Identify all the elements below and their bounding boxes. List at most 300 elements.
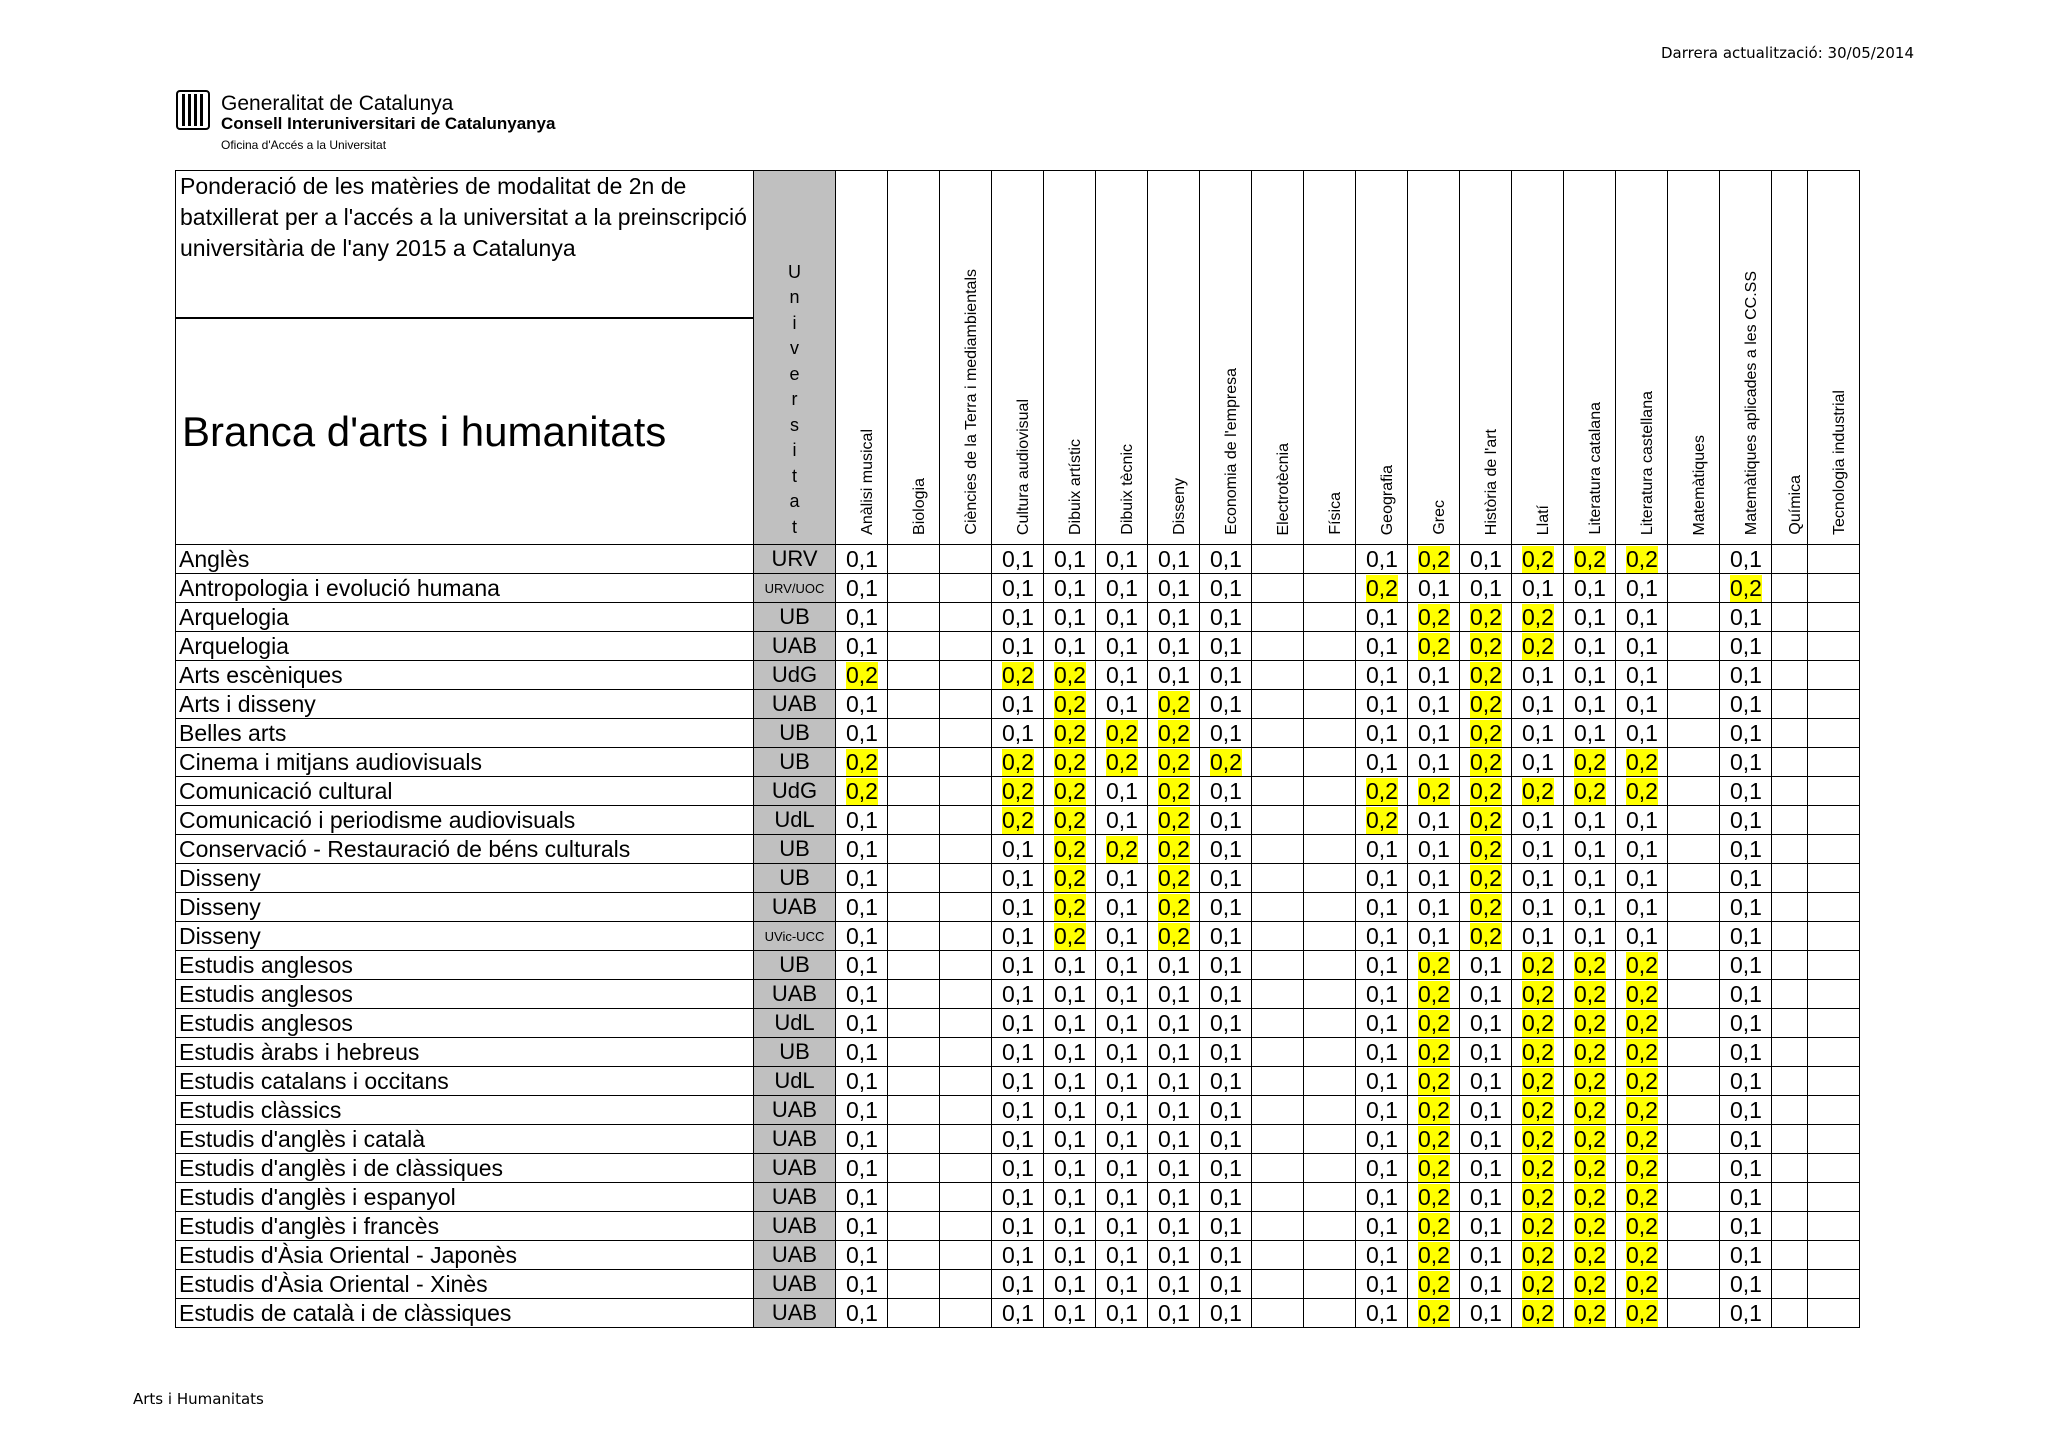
degree-name: Estudis d'Àsia Oriental - Japonès: [176, 1241, 754, 1270]
weight-value: 0,2: [1054, 922, 1086, 949]
weight-cell: [1772, 1009, 1808, 1038]
weight-value: 0,1: [1366, 632, 1398, 659]
weight-value: 0,2: [1470, 748, 1502, 775]
weight-value: 0,1: [1106, 922, 1138, 949]
weight-value: 0,1: [1210, 1038, 1242, 1065]
weight-value: 0,2: [1470, 690, 1502, 717]
weight-value: 0,2: [1470, 835, 1502, 862]
degree-name: Belles arts: [176, 719, 754, 748]
weight-cell: [940, 1183, 992, 1212]
weight-value: 0,2: [1626, 1096, 1658, 1123]
weight-cell: [1044, 922, 1096, 951]
degree-name: Cinema i mitjans audiovisuals: [176, 748, 754, 777]
weight-value: 0,1: [1106, 661, 1138, 688]
weight-cell: [1720, 748, 1772, 777]
weight-value: 0,1: [1054, 1038, 1086, 1065]
weight-value: 0,2: [1574, 1212, 1606, 1239]
weight-cell: [1408, 1270, 1460, 1299]
weight-cell: [888, 690, 940, 719]
degree-name: Antropologia i evolució humana: [176, 574, 754, 603]
weight-value: 0,1: [1002, 1270, 1034, 1297]
weight-cell: [1356, 1038, 1408, 1067]
weight-cell: [1252, 864, 1304, 893]
university-code: UAB: [754, 1183, 836, 1212]
weight-cell: [1772, 748, 1808, 777]
weight-cell: [1720, 1270, 1772, 1299]
subject-column-header: [1148, 171, 1200, 545]
weight-value: 0,1: [1626, 864, 1658, 891]
weight-cell: [1200, 864, 1252, 893]
weight-cell: [1512, 545, 1564, 574]
weight-cell: [1200, 574, 1252, 603]
subject-label: Geografia: [1378, 464, 1396, 535]
weight-value: 0,1: [846, 1067, 878, 1094]
weight-cell: [940, 1299, 992, 1328]
weight-cell: [940, 603, 992, 632]
weight-cell: [992, 748, 1044, 777]
subject-column-header: [1460, 171, 1512, 545]
weight-cell: [1356, 748, 1408, 777]
weight-value: 0,2: [1470, 719, 1502, 746]
weight-value: 0,1: [1730, 1183, 1762, 1210]
weight-value: 0,2: [1418, 603, 1450, 630]
weight-value: 0,1: [1470, 980, 1502, 1007]
weight-value: 0,1: [1730, 545, 1762, 572]
weight-value: 0,1: [1574, 690, 1606, 717]
weight-cell: [888, 777, 940, 806]
weight-value: 0,1: [1158, 1009, 1190, 1036]
weight-cell: [1808, 893, 1860, 922]
weight-cell: [1808, 1009, 1860, 1038]
weight-cell: [1356, 922, 1408, 951]
weight-cell: [1252, 1125, 1304, 1154]
weight-cell: [1512, 980, 1564, 1009]
weight-cell: [836, 719, 888, 748]
weight-cell: [1304, 632, 1356, 661]
weight-cell: [836, 1241, 888, 1270]
weight-cell: [1304, 545, 1356, 574]
weight-cell: [992, 777, 1044, 806]
weight-cell: [1808, 719, 1860, 748]
weight-value: 0,1: [1470, 1299, 1502, 1326]
table-row: [176, 1096, 1860, 1125]
weight-value: 0,1: [1002, 893, 1034, 920]
weight-value: 0,2: [1366, 777, 1398, 804]
weight-value: 0,2: [1002, 661, 1034, 688]
weight-value: 0,2: [1418, 951, 1450, 978]
weight-value: 0,1: [846, 1038, 878, 1065]
weight-value: 0,1: [846, 893, 878, 920]
weight-value: 0,2: [1522, 1009, 1554, 1036]
weight-cell: [1044, 1009, 1096, 1038]
table-row: [176, 1154, 1860, 1183]
weight-cell: [1668, 1125, 1720, 1154]
table-row: [176, 980, 1860, 1009]
weight-cell: [1668, 1038, 1720, 1067]
subject-label: Matemàtiques: [1690, 434, 1708, 535]
table-row: [176, 748, 1860, 777]
table-header-row: [176, 171, 1860, 319]
weight-cell: [1512, 1212, 1564, 1241]
weight-cell: [1252, 574, 1304, 603]
weight-value: 0,2: [1418, 1299, 1450, 1326]
weight-cell: [1304, 603, 1356, 632]
weight-value: 0,2: [1626, 1183, 1658, 1210]
weight-value: 0,2: [1106, 835, 1138, 862]
subject-column-header: [1808, 171, 1860, 545]
weight-cell: [1148, 1009, 1200, 1038]
weight-cell: [1808, 806, 1860, 835]
weight-value: 0,1: [1626, 806, 1658, 833]
weight-cell: [1200, 1009, 1252, 1038]
weight-cell: [1512, 1009, 1564, 1038]
degree-name: Arts escèniques: [176, 661, 754, 690]
weight-cell: [1044, 661, 1096, 690]
weight-cell: [1808, 1299, 1860, 1328]
weight-value: 0,1: [1626, 893, 1658, 920]
subject-column-header: [836, 171, 888, 545]
weight-cell: [836, 632, 888, 661]
weight-cell: [1668, 893, 1720, 922]
weight-value: 0,1: [1470, 1183, 1502, 1210]
weight-cell: [1808, 661, 1860, 690]
weight-cell: [1564, 1009, 1616, 1038]
weight-value: 0,2: [1366, 574, 1398, 601]
subject-column-header: [1096, 171, 1148, 545]
weight-cell: [1148, 1096, 1200, 1125]
weight-value: 0,1: [1210, 603, 1242, 630]
weight-cell: [1616, 1154, 1668, 1183]
weight-cell: [1512, 632, 1564, 661]
subject-label: Disseny: [1170, 478, 1188, 535]
weight-cell: [1512, 719, 1564, 748]
weight-cell: [1460, 1125, 1512, 1154]
weight-value: 0,1: [1054, 1125, 1086, 1152]
university-code: UAB: [754, 1096, 836, 1125]
degree-name: Estudis de català i de clàssiques: [176, 1299, 754, 1328]
weight-cell: [1772, 806, 1808, 835]
weight-cell: [1564, 1241, 1616, 1270]
weight-cell: [992, 1125, 1044, 1154]
weight-cell: [1808, 1067, 1860, 1096]
weight-cell: [1460, 1038, 1512, 1067]
weight-cell: [1200, 603, 1252, 632]
weight-cell: [1564, 980, 1616, 1009]
weight-value: 0,1: [1054, 1067, 1086, 1094]
weight-value: 0,2: [1522, 1270, 1554, 1297]
degree-name: Arts i disseny: [176, 690, 754, 719]
weight-cell: [1564, 632, 1616, 661]
weight-cell: [1720, 690, 1772, 719]
weight-value: 0,2: [1522, 951, 1554, 978]
weight-cell: [1096, 980, 1148, 1009]
weight-value: 0,1: [1210, 980, 1242, 1007]
weight-cell: [940, 1125, 992, 1154]
weight-cell: [1408, 1009, 1460, 1038]
weight-cell: [1668, 719, 1720, 748]
weight-cell: [1720, 951, 1772, 980]
weight-cell: [992, 1270, 1044, 1299]
weight-value: 0,1: [846, 1009, 878, 1036]
weight-cell: [1720, 806, 1772, 835]
weight-cell: [1200, 835, 1252, 864]
weight-cell: [1460, 1067, 1512, 1096]
weight-value: 0,2: [1470, 893, 1502, 920]
weight-value: 0,2: [1626, 1067, 1658, 1094]
weight-cell: [1460, 835, 1512, 864]
weight-value: 0,2: [1418, 1212, 1450, 1239]
weight-cell: [1096, 893, 1148, 922]
weight-value: 0,2: [1210, 748, 1242, 775]
subject-label: Electrotècnia: [1274, 442, 1292, 535]
weight-value: 0,1: [1574, 574, 1606, 601]
weight-cell: [1044, 1270, 1096, 1299]
weight-value: 0,1: [1054, 1154, 1086, 1181]
weight-value: 0,1: [1054, 951, 1086, 978]
weight-cell: [1096, 748, 1148, 777]
weight-cell: [1252, 1067, 1304, 1096]
weight-cell: [1564, 951, 1616, 980]
weight-cell: [1460, 719, 1512, 748]
weight-cell: [1564, 1038, 1616, 1067]
weight-value: 0,2: [1522, 1038, 1554, 1065]
weight-cell: [1200, 719, 1252, 748]
weight-cell: [1668, 864, 1720, 893]
weight-cell: [1408, 922, 1460, 951]
weight-cell: [1616, 1241, 1668, 1270]
weight-value: 0,2: [1522, 1154, 1554, 1181]
subject-label: Anàlisi musical: [858, 429, 876, 535]
weight-cell: [992, 1299, 1044, 1328]
weight-value: 0,2: [1574, 1241, 1606, 1268]
weight-cell: [992, 690, 1044, 719]
weight-cell: [1616, 1096, 1668, 1125]
university-code: UdL: [754, 1067, 836, 1096]
weight-cell: [1668, 661, 1720, 690]
weight-value: 0,2: [1574, 1183, 1606, 1210]
weight-cell: [1564, 1299, 1616, 1328]
weight-cell: [1460, 951, 1512, 980]
weight-cell: [1512, 1270, 1564, 1299]
subject-column-header: [1616, 171, 1668, 545]
weight-cell: [940, 1067, 992, 1096]
weight-value: 0,1: [1366, 603, 1398, 630]
weight-value: 0,1: [1730, 632, 1762, 659]
degree-name: Estudis d'anglès i francès: [176, 1212, 754, 1241]
table-row: [176, 574, 1860, 603]
weight-cell: [1148, 951, 1200, 980]
weight-cell: [888, 806, 940, 835]
weight-cell: [1148, 1299, 1200, 1328]
weight-value: 0,1: [1366, 719, 1398, 746]
weight-cell: [1096, 1096, 1148, 1125]
weight-value: 0,1: [1418, 922, 1450, 949]
weight-cell: [1200, 922, 1252, 951]
weight-value: 0,2: [1522, 545, 1554, 572]
weight-value: 0,1: [1366, 951, 1398, 978]
weight-value: 0,2: [1054, 777, 1086, 804]
weight-value: 0,1: [1106, 951, 1138, 978]
weight-value: 0,1: [1522, 574, 1554, 601]
weight-value: 0,1: [1210, 835, 1242, 862]
weight-cell: [1512, 1038, 1564, 1067]
weight-cell: [1096, 545, 1148, 574]
weight-cell: [1460, 1299, 1512, 1328]
weight-cell: [1720, 1241, 1772, 1270]
weight-value: 0,1: [846, 1212, 878, 1239]
weight-value: 0,2: [1470, 632, 1502, 659]
weight-cell: [1564, 748, 1616, 777]
weight-cell: [1668, 1183, 1720, 1212]
weight-cell: [992, 1154, 1044, 1183]
weight-value: 0,2: [1574, 545, 1606, 572]
weight-cell: [1668, 806, 1720, 835]
weight-value: 0,1: [1574, 864, 1606, 891]
weight-cell: [1616, 922, 1668, 951]
weight-cell: [1808, 1212, 1860, 1241]
weight-cell: [1668, 1270, 1720, 1299]
weight-cell: [836, 806, 888, 835]
weight-cell: [1096, 806, 1148, 835]
weight-value: 0,1: [1106, 1038, 1138, 1065]
weight-value: 0,2: [1574, 1299, 1606, 1326]
university-code: UdL: [754, 806, 836, 835]
weight-cell: [1408, 1038, 1460, 1067]
weight-value: 0,1: [1106, 893, 1138, 920]
weight-cell: [1720, 1096, 1772, 1125]
weight-cell: [836, 951, 888, 980]
weight-cell: [1512, 1125, 1564, 1154]
weight-value: 0,1: [1054, 1270, 1086, 1297]
weight-value: 0,1: [1210, 1067, 1242, 1094]
weight-value: 0,1: [1730, 835, 1762, 862]
degree-name: Disseny: [176, 864, 754, 893]
table-row: [176, 632, 1860, 661]
weight-cell: [1616, 980, 1668, 1009]
weight-value: 0,1: [1470, 1067, 1502, 1094]
weight-value: 0,1: [1054, 1212, 1086, 1239]
weight-cell: [1564, 777, 1616, 806]
weight-cell: [836, 603, 888, 632]
weight-cell: [1096, 1183, 1148, 1212]
weight-cell: [992, 632, 1044, 661]
weight-cell: [992, 603, 1044, 632]
weight-value: 0,2: [1158, 748, 1190, 775]
table-row: [176, 1270, 1860, 1299]
subject-label: Literatura catalana: [1586, 402, 1604, 535]
weight-cell: [992, 1096, 1044, 1125]
weight-cell: [1616, 864, 1668, 893]
weight-value: 0,1: [846, 1183, 878, 1210]
weight-value: 0,1: [1002, 1096, 1034, 1123]
university-code: UdG: [754, 777, 836, 806]
weight-cell: [1720, 1038, 1772, 1067]
weight-value: 0,1: [1730, 1067, 1762, 1094]
weight-value: 0,1: [1054, 1299, 1086, 1326]
weight-value: 0,1: [1158, 1038, 1190, 1065]
weight-cell: [992, 719, 1044, 748]
weight-value: 0,1: [1106, 632, 1138, 659]
weight-cell: [1148, 1270, 1200, 1299]
weight-cell: [1668, 1212, 1720, 1241]
weight-value: 0,1: [1106, 690, 1138, 717]
weight-cell: [1044, 864, 1096, 893]
weight-cell: [1668, 603, 1720, 632]
weight-cell: [1356, 1067, 1408, 1096]
weight-cell: [888, 1096, 940, 1125]
university-code: UAB: [754, 1154, 836, 1183]
weight-cell: [1252, 748, 1304, 777]
weight-cell: [1304, 1067, 1356, 1096]
weight-value: 0,1: [1366, 1270, 1398, 1297]
weight-cell: [1408, 1299, 1460, 1328]
weight-cell: [1512, 1183, 1564, 1212]
weight-cell: [1408, 806, 1460, 835]
weight-cell: [1096, 1067, 1148, 1096]
weight-cell: [1356, 1270, 1408, 1299]
weight-value: 0,2: [1470, 661, 1502, 688]
weight-cell: [1096, 1241, 1148, 1270]
weight-cell: [1200, 1067, 1252, 1096]
weight-value: 0,1: [1002, 1241, 1034, 1268]
weight-cell: [1772, 1212, 1808, 1241]
weight-cell: [1044, 690, 1096, 719]
weight-value: 0,1: [1470, 1125, 1502, 1152]
weight-value: 0,2: [1418, 1270, 1450, 1297]
weight-value: 0,1: [1210, 922, 1242, 949]
weight-cell: [1772, 545, 1808, 574]
weight-value: 0,1: [1158, 1212, 1190, 1239]
weight-cell: [940, 690, 992, 719]
weight-value: 0,1: [1366, 835, 1398, 862]
weight-value: 0,2: [1470, 603, 1502, 630]
weight-cell: [1616, 1009, 1668, 1038]
weight-value: 0,1: [1730, 603, 1762, 630]
university-code: UAB: [754, 1125, 836, 1154]
weight-cell: [1564, 1212, 1616, 1241]
weight-cell: [1668, 1009, 1720, 1038]
weight-cell: [1304, 690, 1356, 719]
weight-cell: [1808, 922, 1860, 951]
weight-value: 0,1: [1002, 835, 1034, 862]
weight-cell: [1408, 777, 1460, 806]
weight-value: 0,2: [1418, 980, 1450, 1007]
weight-cell: [1148, 632, 1200, 661]
weight-value: 0,1: [846, 1154, 878, 1181]
weight-cell: [1148, 806, 1200, 835]
weight-cell: [1616, 1212, 1668, 1241]
weight-cell: [1616, 748, 1668, 777]
weight-value: 0,1: [1210, 632, 1242, 659]
weight-value: 0,1: [1366, 1241, 1398, 1268]
weight-value: 0,1: [1366, 893, 1398, 920]
weight-cell: [1772, 632, 1808, 661]
weight-value: 0,1: [1730, 1212, 1762, 1239]
weight-cell: [1044, 1212, 1096, 1241]
weight-cell: [1808, 632, 1860, 661]
weight-value: 0,1: [1366, 661, 1398, 688]
weight-cell: [1512, 835, 1564, 864]
weight-value: 0,1: [846, 864, 878, 891]
weight-cell: [1148, 1125, 1200, 1154]
weight-cell: [1564, 1183, 1616, 1212]
weight-value: 0,1: [1418, 864, 1450, 891]
weight-value: 0,2: [1054, 748, 1086, 775]
weight-cell: [992, 893, 1044, 922]
subject-label: Tecnologia industrial: [1830, 390, 1848, 535]
weight-value: 0,1: [1210, 1154, 1242, 1181]
weight-cell: [836, 574, 888, 603]
